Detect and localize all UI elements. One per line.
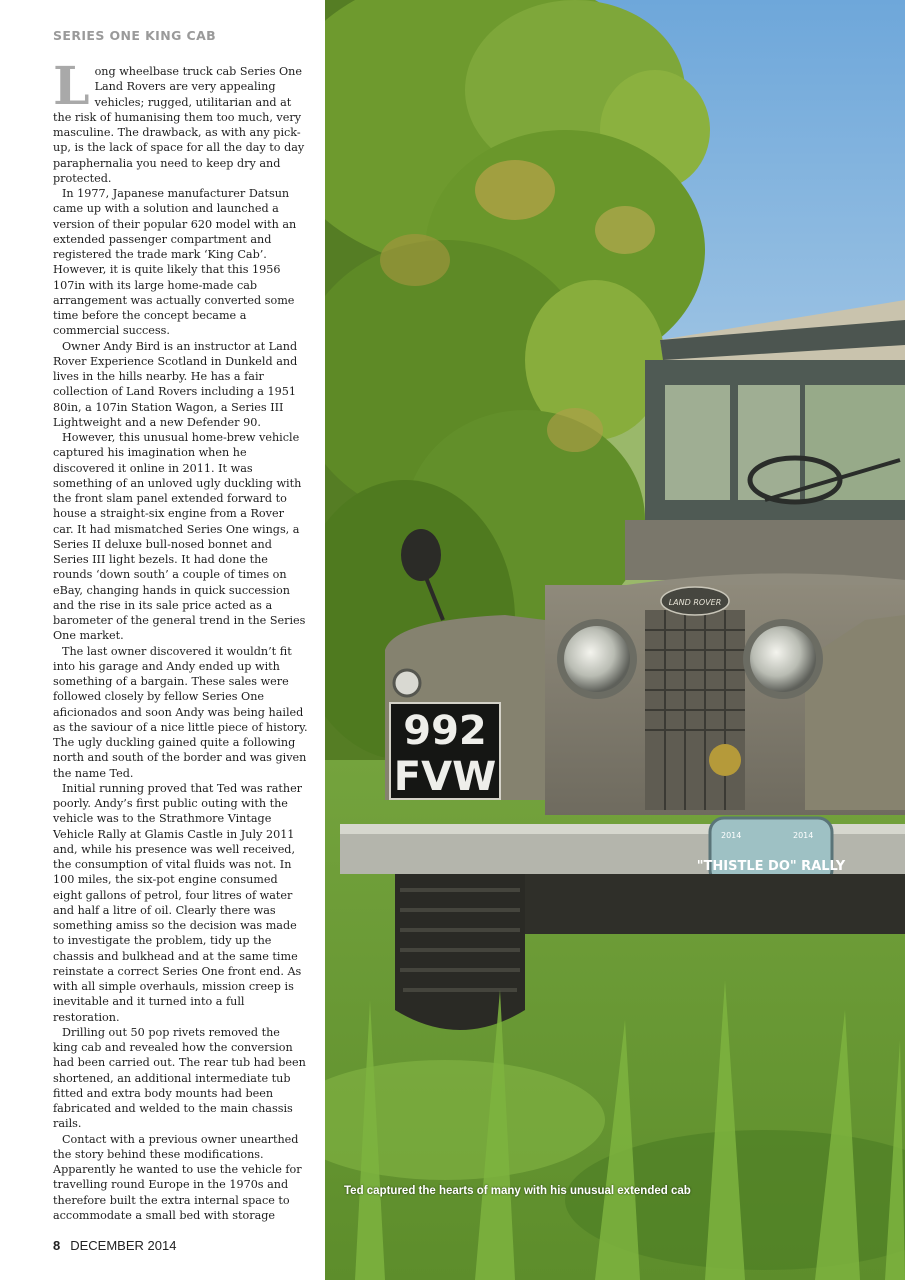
- text-column: [0, 0, 325, 1280]
- page-footer: [53, 1238, 176, 1253]
- section-heading: SERIES ONE KING CAB: [53, 28, 217, 43]
- paragraph: The last owner discovered it wouldn’t fit into his garage and Andy ended up with something of a bargain. These sales were followed closely by fellow Series One aficionados and soon Andy was being hailed as the saviour of a nice little piece of history. The ugly duckling gained quite a following north and south of the border and was given the name Ted.: [53, 644, 308, 780]
- rally-year-right: 2014: [793, 831, 814, 840]
- plate-line-1: 992: [403, 708, 487, 754]
- paragraph-1: [53, 56, 308, 186]
- paragraph: However, this unusual home-brew vehicle captured his imagination when he discovered it online in 2011. It was something of an unloved ugly duckling with the front slam panel extended forward to house a straight-six engine from a Rover car. It had mismatched Series One wings, a Series II deluxe bull-nosed bonnet and Series III light bezels. It had done the rounds ‘down south’ a couple of times on eBay, changing hands in quick succession and the rise in its sale price acted as a barometer of the general trend in the Series One market.: [53, 431, 306, 643]
- photo-illustration: [325, 0, 905, 1280]
- page-number: 8: [53, 1238, 61, 1253]
- rally-plate-text: "THISTLE DO" RALLY: [696, 859, 846, 874]
- issue-date: DECEMBER 2014: [70, 1238, 177, 1253]
- paragraph: Contact with a previous owner unearthed the story behind these modifications. Apparently he wanted to use the vehicle for travelling round Europe in the 1970s and therefore built the extra internal space to accommodate a small bed with storage: [53, 1132, 302, 1222]
- drop-cap: L: [53, 56, 90, 117]
- paragraph: Owner Andy Bird is an instructor at Land Rover Experience Scotland in Dunkeld and lives in the hills nearby. He has a fair collection of Land Rovers including a 1951 80in, a 107in Station Wagon, a Series III Lightweight and a new Defender 90.: [53, 339, 298, 429]
- paragraph: Drilling out 50 pop rivets removed the king cab and revealed how the conversion had been carried out. The rear tub had been shortened, an additional intermediate tub fitted and extra body mounts had been fabricated and welded to the main chassis rails.: [53, 1025, 306, 1131]
- plate-line-2: FVW: [393, 754, 497, 800]
- photo-caption: Ted captured the hearts of many with his unusual extended cab: [344, 1185, 691, 1197]
- article-body: [53, 56, 308, 1223]
- paragraph: In 1977, Japanese manufacturer Datsun came up with a solution and launched a version of their popular 620 model with an extended passenger compartment and registered the trade mark ‘King Cab’. However, it is quite likely that this 1956 107in with its large home-made cab arrangement was actually converted some time before the concept became a commercial success.: [53, 187, 297, 338]
- paragraph: Initial running proved that Ted was rather poorly. Andy’s first public outing with the vehicle was to the Strathmore Vintage Vehicle Rally at Glamis Castle in July 2011 and, while his presence was well received, the consumption of vital fluids was not. In 100 miles, the six-pot engine consumed eight gallons of petrol, four litres of water and half a litre of oil. Clearly there was something amiss so the decision was made to investigate the problem, tidy up the chassis and bulkhead and at the same time reinstate a correct Series One front end. As with all simple overhauls, mission creep is inevitable and it turned into a full restoration.: [53, 781, 303, 1024]
- grille-badge: LAND ROVER: [668, 598, 722, 607]
- paragraph-1-text: ong wheelbase truck cab Series One Land Rovers are very appealing vehicles; rugged, utilitarian and at the risk of humanising them too much, very masculine. The drawback, as with any pick-up, is the lack of space for all the day to day paraphernalia you need to keep dry and protected.: [53, 65, 305, 185]
- rally-year-left: 2014: [721, 831, 742, 840]
- land-rover-photo: [325, 0, 905, 1280]
